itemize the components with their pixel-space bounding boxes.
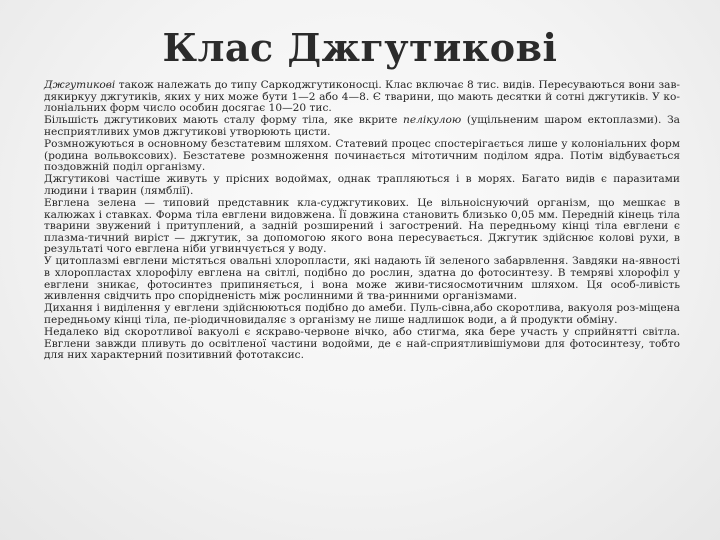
paragraph-5: Евглена зелена — типовий представник кла-суджгутикових. Це вільноіснуючий організм, що мешкає в калюжах і ставках. Форма тіла евглени видовжена. Її довжина становить близько 0,05 мм. Передній кінець тіла тварини звужений і притуплений, а задній розширений і загострений. На передньому кінці тіла евглени є плазма-тичний виріст — джгутик, за допомогою якого вона пересувається. Джгутик здійснює колові рухи, в результаті чого евглена ніби угвинчується у воду. bbox=[44, 196, 680, 256]
paragraph-6: У цитоплазмі евглени містяться овальні хлоропласти, які надають їй зеленого забарвлення. Завдяки на-явності в хлоропластах хлорофілу евглена на світлі, подібно до рослин, здатна до фотосинтезу. В темряві хлорофіл у евглени зникає, фотосинтез припиняється, і вона може живи-тисяосмотичним шляхом. Ця особ-ливість живлення свідчить про спорідненість між рослинними й тва-ринними організмами. bbox=[44, 255, 680, 303]
page-title: Клас Джгутикові bbox=[162, 25, 558, 70]
paragraph-1-text: також належать до типу Саркоджгутиконосці. Клас включає 8 тис. видів. Пересуваються вони зав-дякиркуу джгутиків, яких у них може бути 1—2 або 4—8. Є тварини, що мають десятки й сотні джгутиків. У ко-лоніальних форм число особин досягає 10—20 тис. bbox=[44, 79, 680, 115]
paragraph-2-after: (ущільненим шаром ектоплазми). За несприятливих умов джгутикові утворюють цисти. bbox=[44, 114, 680, 138]
paragraph-7: Дихання і виділення у евглени здійснюються подібно до амеби. Пуль-сівна,або скоротлива, вакуоля роз-міщена передньому кінці тіла, пе-ріодичновидаляє з організму не лише надлишок води, а й продукти обміну. bbox=[44, 302, 680, 326]
paragraph-2-term: пелікулою bbox=[403, 114, 462, 127]
paragraph-8: Недалеко від скоротливої вакуолі є яскраво-червоне вічко, або стигма, яка бере участь у сприйнятті світла. Евглени завжди пливуть до освітленої частини водойми, де є най-сприятливішіумови для фотосинтезу, тобто для них характерний позитивний фототаксис. bbox=[44, 325, 680, 362]
paragraph-1-lead: Джгутикові bbox=[44, 79, 116, 91]
paragraph-1 bbox=[44, 80, 680, 115]
slide-body bbox=[44, 80, 680, 362]
paragraph-3: Розмножуються в основному безстатевим шляхом. Статевий процес спостерігається лише у колоніальних форм (родина вольвоксових). Безстатеве розмноження починається мітотичним поділом ядра. Потім відбувається поздовжній поділ організму. bbox=[44, 137, 680, 174]
paragraph-4: Джгутикові частіше живуть у прісних водоймах, однак трапляються і в морях. Багато видів є паразитами людини і тварин (лямблії). bbox=[44, 173, 680, 197]
paragraph-2 bbox=[44, 115, 680, 138]
paragraph-2-before: Більшість джгутикових мають сталу форму тіла, яке вкрите bbox=[44, 114, 404, 127]
